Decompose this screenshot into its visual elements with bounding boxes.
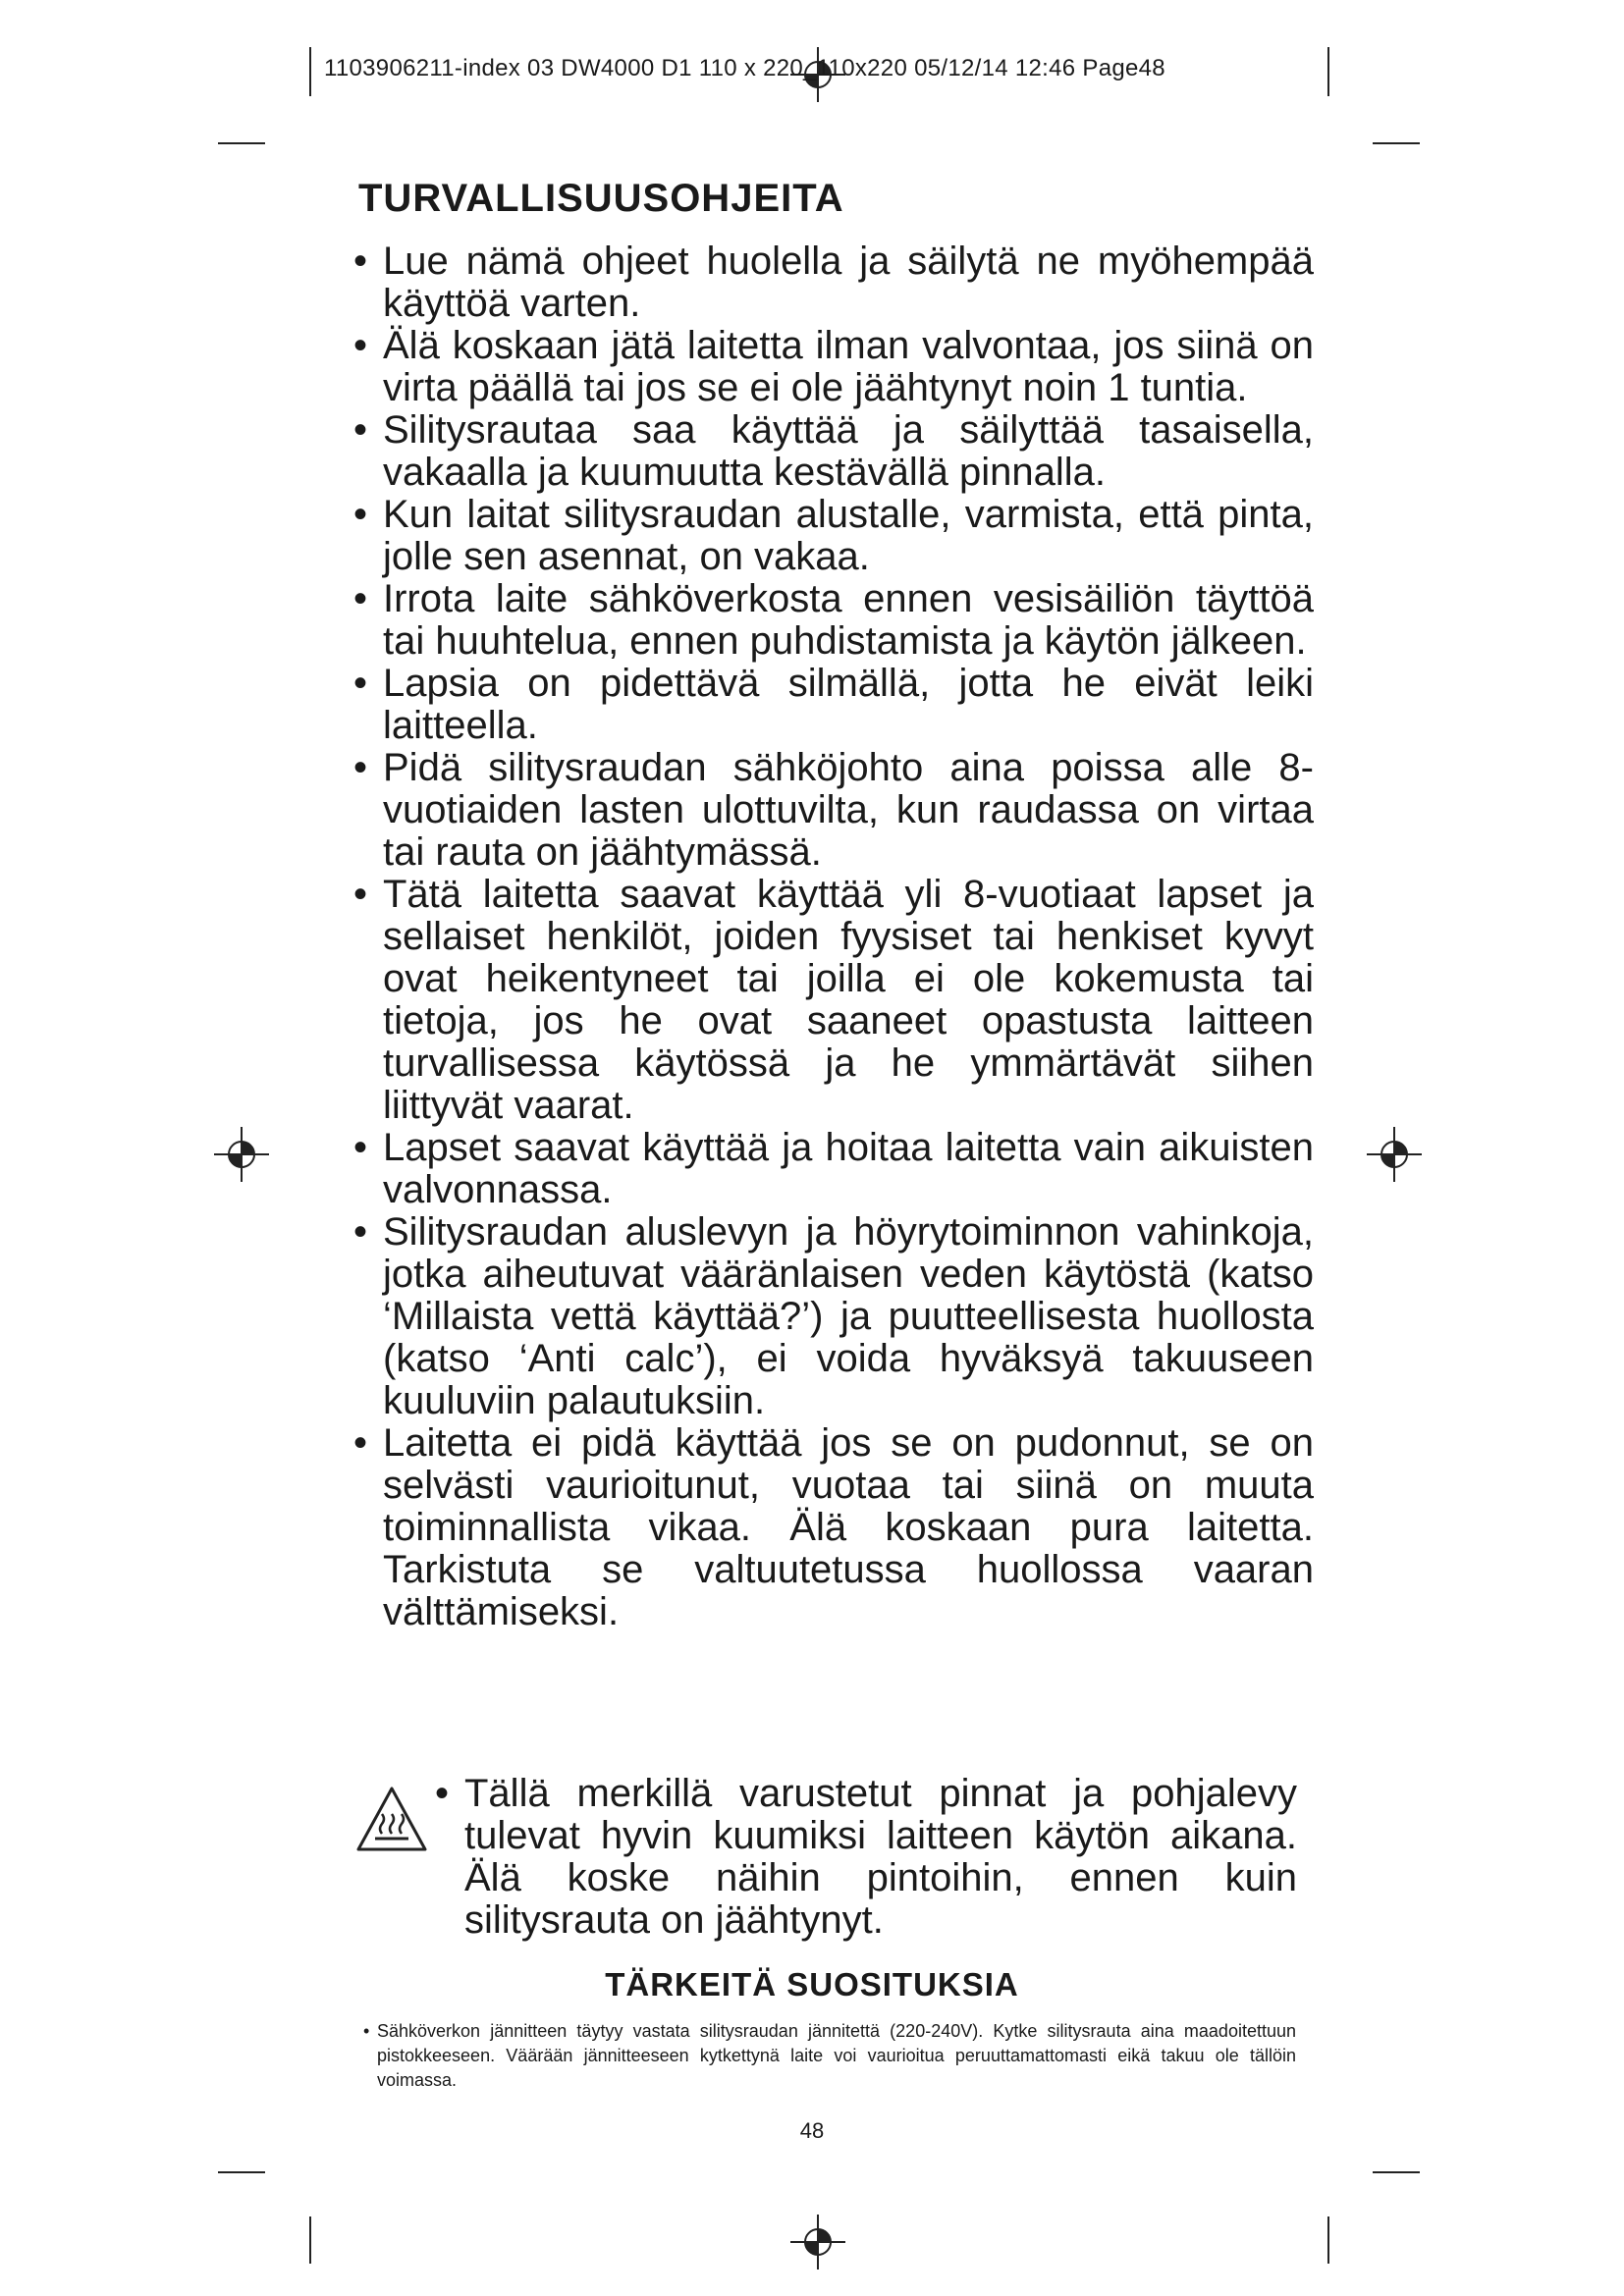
crop-mark-top-left-vertical: [309, 47, 311, 96]
list-item: • Sähköverkon jännitteen täytyy vastata silitysraudan jännitettä (220-240V). Kytke silitysrauta aina maadoitettuun pistokkeeseen. Väärään jännitteeseen kytkettynä laite voi vaurioitua peruuttamattomasti eikä takuu ole tällöin voimassa.: [363, 2019, 1296, 2093]
list-item: • Älä koskaan jätä laitetta ilman valvontaa, jos siinä on virta päällä tai jos se ei ole jäähtynyt noin 1 tuntia.: [352, 325, 1314, 409]
warning-item: • Tällä merkillä varustetut pinnat ja pohjalevy tulevat hyvin kuumiksi laitteen käytön aikana. Älä koske näihin pintoihin, ennen kuin silitysrauta on jäähtynyt.: [433, 1773, 1297, 1942]
safety-instructions-title: TURVALLISUUSOHJEITA: [358, 177, 844, 220]
crop-mark-top-right-vertical: [1327, 47, 1329, 96]
crop-mark-top-left-horizontal: [218, 142, 265, 144]
crop-mark-top-right-horizontal: [1373, 142, 1420, 144]
registration-mark-icon: [790, 2215, 845, 2269]
list-item: • Pidä silitysraudan sähköjohto aina poissa alle 8-vuotiaiden lasten ulottuvilta, kun raudassa on virtaa tai rauta on jäähtymässä.: [352, 747, 1314, 874]
crop-mark-bottom-right-horizontal: [1373, 2171, 1420, 2173]
list-item: • Kun laitat silitysraudan alustalle, varmista, että pinta, jolle sen asennat, on vakaa.: [352, 494, 1314, 578]
recommendations-list: [363, 2019, 1296, 2093]
list-item: • Lue nämä ohjeet huolella ja säilytä ne myöhempää käyttöä varten.: [352, 240, 1314, 325]
safety-instructions-list: [352, 240, 1314, 1633]
registration-mark-icon: [1367, 1127, 1422, 1182]
list-item: • Lapsia on pidettävä silmällä, jotta he eivät leiki laitteella.: [352, 663, 1314, 747]
crop-mark-bottom-right-vertical: [1327, 2216, 1329, 2264]
page-number: 48: [799, 2118, 825, 2143]
list-item: • Lapset saavat käyttää ja hoitaa laitetta vain aikuisten valvonnassa.: [352, 1127, 1314, 1211]
crop-mark-bottom-left-vertical: [309, 2216, 311, 2264]
list-item: • Laitetta ei pidä käyttää jos se on pudonnut, se on selvästi vaurioitunut, vuotaa tai siinä on muuta toiminnallista vikaa. Älä koskaan pura laitetta. Tarkistuta se valtuutetussa huollossa vaaran välttämiseksi.: [352, 1422, 1314, 1633]
list-item: • Silitysraudan aluslevyn ja höyrytoiminnon vahinkoja, jotka aiheutuvat vääränlaisen veden käytöstä (katso ‘Millaista vettä käyttää?’) ja puutteellisesta huollosta (katso ‘Anti calc’), ei voida hyväksyä takuuseen kuuluviin palautuksiin.: [352, 1211, 1314, 1422]
list-item: • Irrota laite sähköverkosta ennen vesisäiliön täyttöä tai huuhtelua, ennen puhdistamista ja käytön jälkeen.: [352, 578, 1314, 663]
list-item: • Silitysrautaa saa käyttää ja säilyttää tasaisella, vakaalla ja kuumuutta kestävällä pinnalla.: [352, 409, 1314, 494]
hot-surface-warning-icon: [355, 1785, 428, 1853]
hot-surface-warning: [433, 1773, 1297, 1942]
crop-mark-bottom-left-horizontal: [218, 2171, 265, 2173]
list-item: • Tätä laitetta saavat käyttää yli 8-vuotiaat lapset ja sellaiset henkilöt, joiden fyysiset tai henkiset kyvyt ovat heikentyneet tai joilla ei ole kokemusta tai tietoja, jos he ovat saaneet opastusta laitteen turvallisessa käytössä ja he ymmärtävät siihen liittyvät vaarat.: [352, 874, 1314, 1127]
registration-mark-icon: [214, 1127, 269, 1182]
recommendations-title: TÄRKEITÄ SUOSITUKSIA: [605, 1966, 1019, 2002]
print-slug: 1103906211-index 03 DW4000 D1 110 x 220_110x220 05/12/14 12:46 Page48: [324, 55, 1165, 81]
